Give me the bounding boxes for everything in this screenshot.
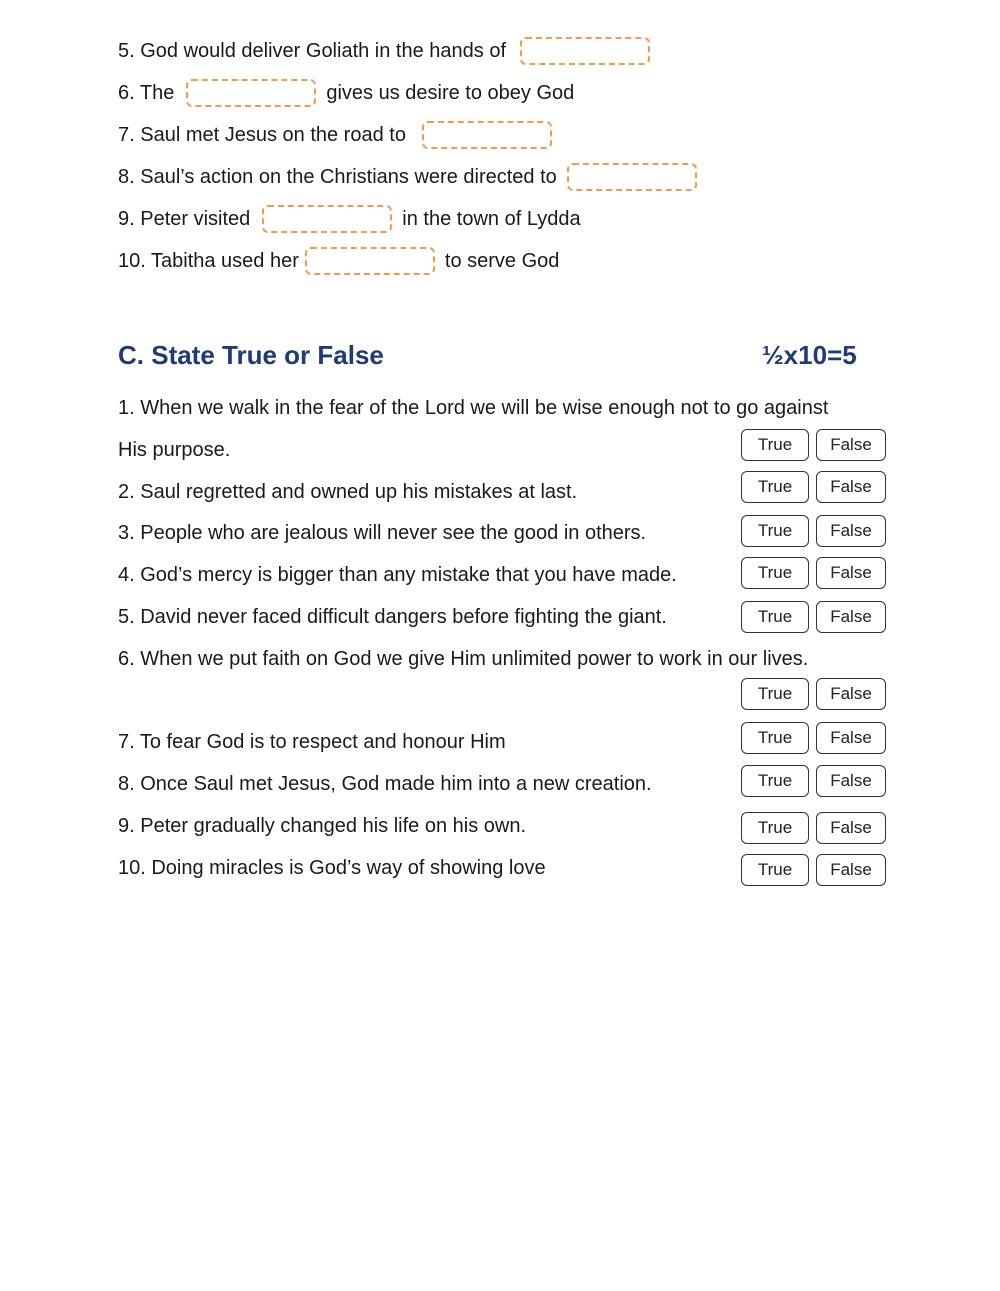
true-button-9[interactable]: True [741,812,809,844]
tf-statement-4: 4. God’s mercy is bigger than any mistake that you have made. [118,564,677,586]
answer-drop-zone[interactable] [567,163,697,191]
tf-statement-7: 7. To fear God is to respect and honour Him [118,731,506,753]
answer-drop-zone[interactable] [186,79,316,107]
true-button-6[interactable]: True [741,678,809,710]
tf-statement-1: 1. When we walk in the fear of the Lord we will be wise enough not to go against [118,397,829,419]
fill-blank-text: 6. The [118,81,175,104]
fill-blank-text: 8. Saul’s action on the Christians were directed to [118,165,557,188]
fill-blank-text: 7. Saul met Jesus on the road to [118,123,406,146]
true-button-3[interactable]: True [741,515,809,547]
false-button-5[interactable]: False [816,601,886,633]
fill-blank-item-6 [118,72,574,114]
tf-statement-9: 9. Peter gradually changed his life on his own. [118,815,527,837]
false-button-8[interactable]: False [816,765,886,797]
false-button-4[interactable]: False [816,557,886,589]
section-title: C. State True or False [118,340,384,370]
true-button-7[interactable]: True [741,722,809,754]
false-button-2[interactable]: False [816,471,886,503]
fill-blank-text-after: to serve God [444,249,560,272]
false-button-9[interactable]: False [816,812,886,844]
false-button-1[interactable]: False [816,429,886,461]
tf-statement-10: 10. Doing miracles is God’s way of showing love [118,857,546,879]
fill-blank-item-10 [118,240,559,282]
tf-statement-6: 6. When we put faith on God we give Him unlimited power to work in our lives. [118,648,809,670]
fill-blank-text-after: in the town of Lydda [402,207,581,230]
true-button-2[interactable]: True [741,471,809,503]
fill-blank-text: 10. Tabitha used her [118,249,299,272]
tf-statement-1-continued: His purpose. [118,439,231,461]
true-button-8[interactable]: True [741,765,809,797]
fill-blank-item-9 [118,198,581,240]
true-button-10[interactable]: True [741,854,809,886]
fill-blank-text: 9. Peter visited [118,207,251,230]
section-marks: ½x10=5 [762,340,857,370]
fill-blank-text: 5. God would deliver Goliath in the hands of [118,39,507,62]
tf-statement-2: 2. Saul regretted and owned up his mistakes at last. [118,481,578,503]
false-button-6[interactable]: False [816,678,886,710]
fill-blank-item-5 [118,30,660,72]
answer-drop-zone[interactable] [520,37,650,65]
tf-statement-8: 8. Once Saul met Jesus, God made him into a new creation. [118,773,652,795]
fill-blank-item-7 [118,114,562,156]
false-button-10[interactable]: False [816,854,886,886]
false-button-3[interactable]: False [816,515,886,547]
fill-blank-text-after: gives us desire to obey God [326,81,575,104]
tf-statement-3: 3. People who are jealous will never see the good in others. [118,522,647,544]
fill-blank-item-8 [118,156,707,198]
false-button-7[interactable]: False [816,722,886,754]
true-button-4[interactable]: True [741,557,809,589]
answer-drop-zone[interactable] [262,205,392,233]
answer-drop-zone[interactable] [422,121,552,149]
true-button-5[interactable]: True [741,601,809,633]
true-button-1[interactable]: True [741,429,809,461]
answer-drop-zone[interactable] [305,247,435,275]
tf-statement-5: 5. David never faced difficult dangers before fighting the giant. [118,606,667,628]
